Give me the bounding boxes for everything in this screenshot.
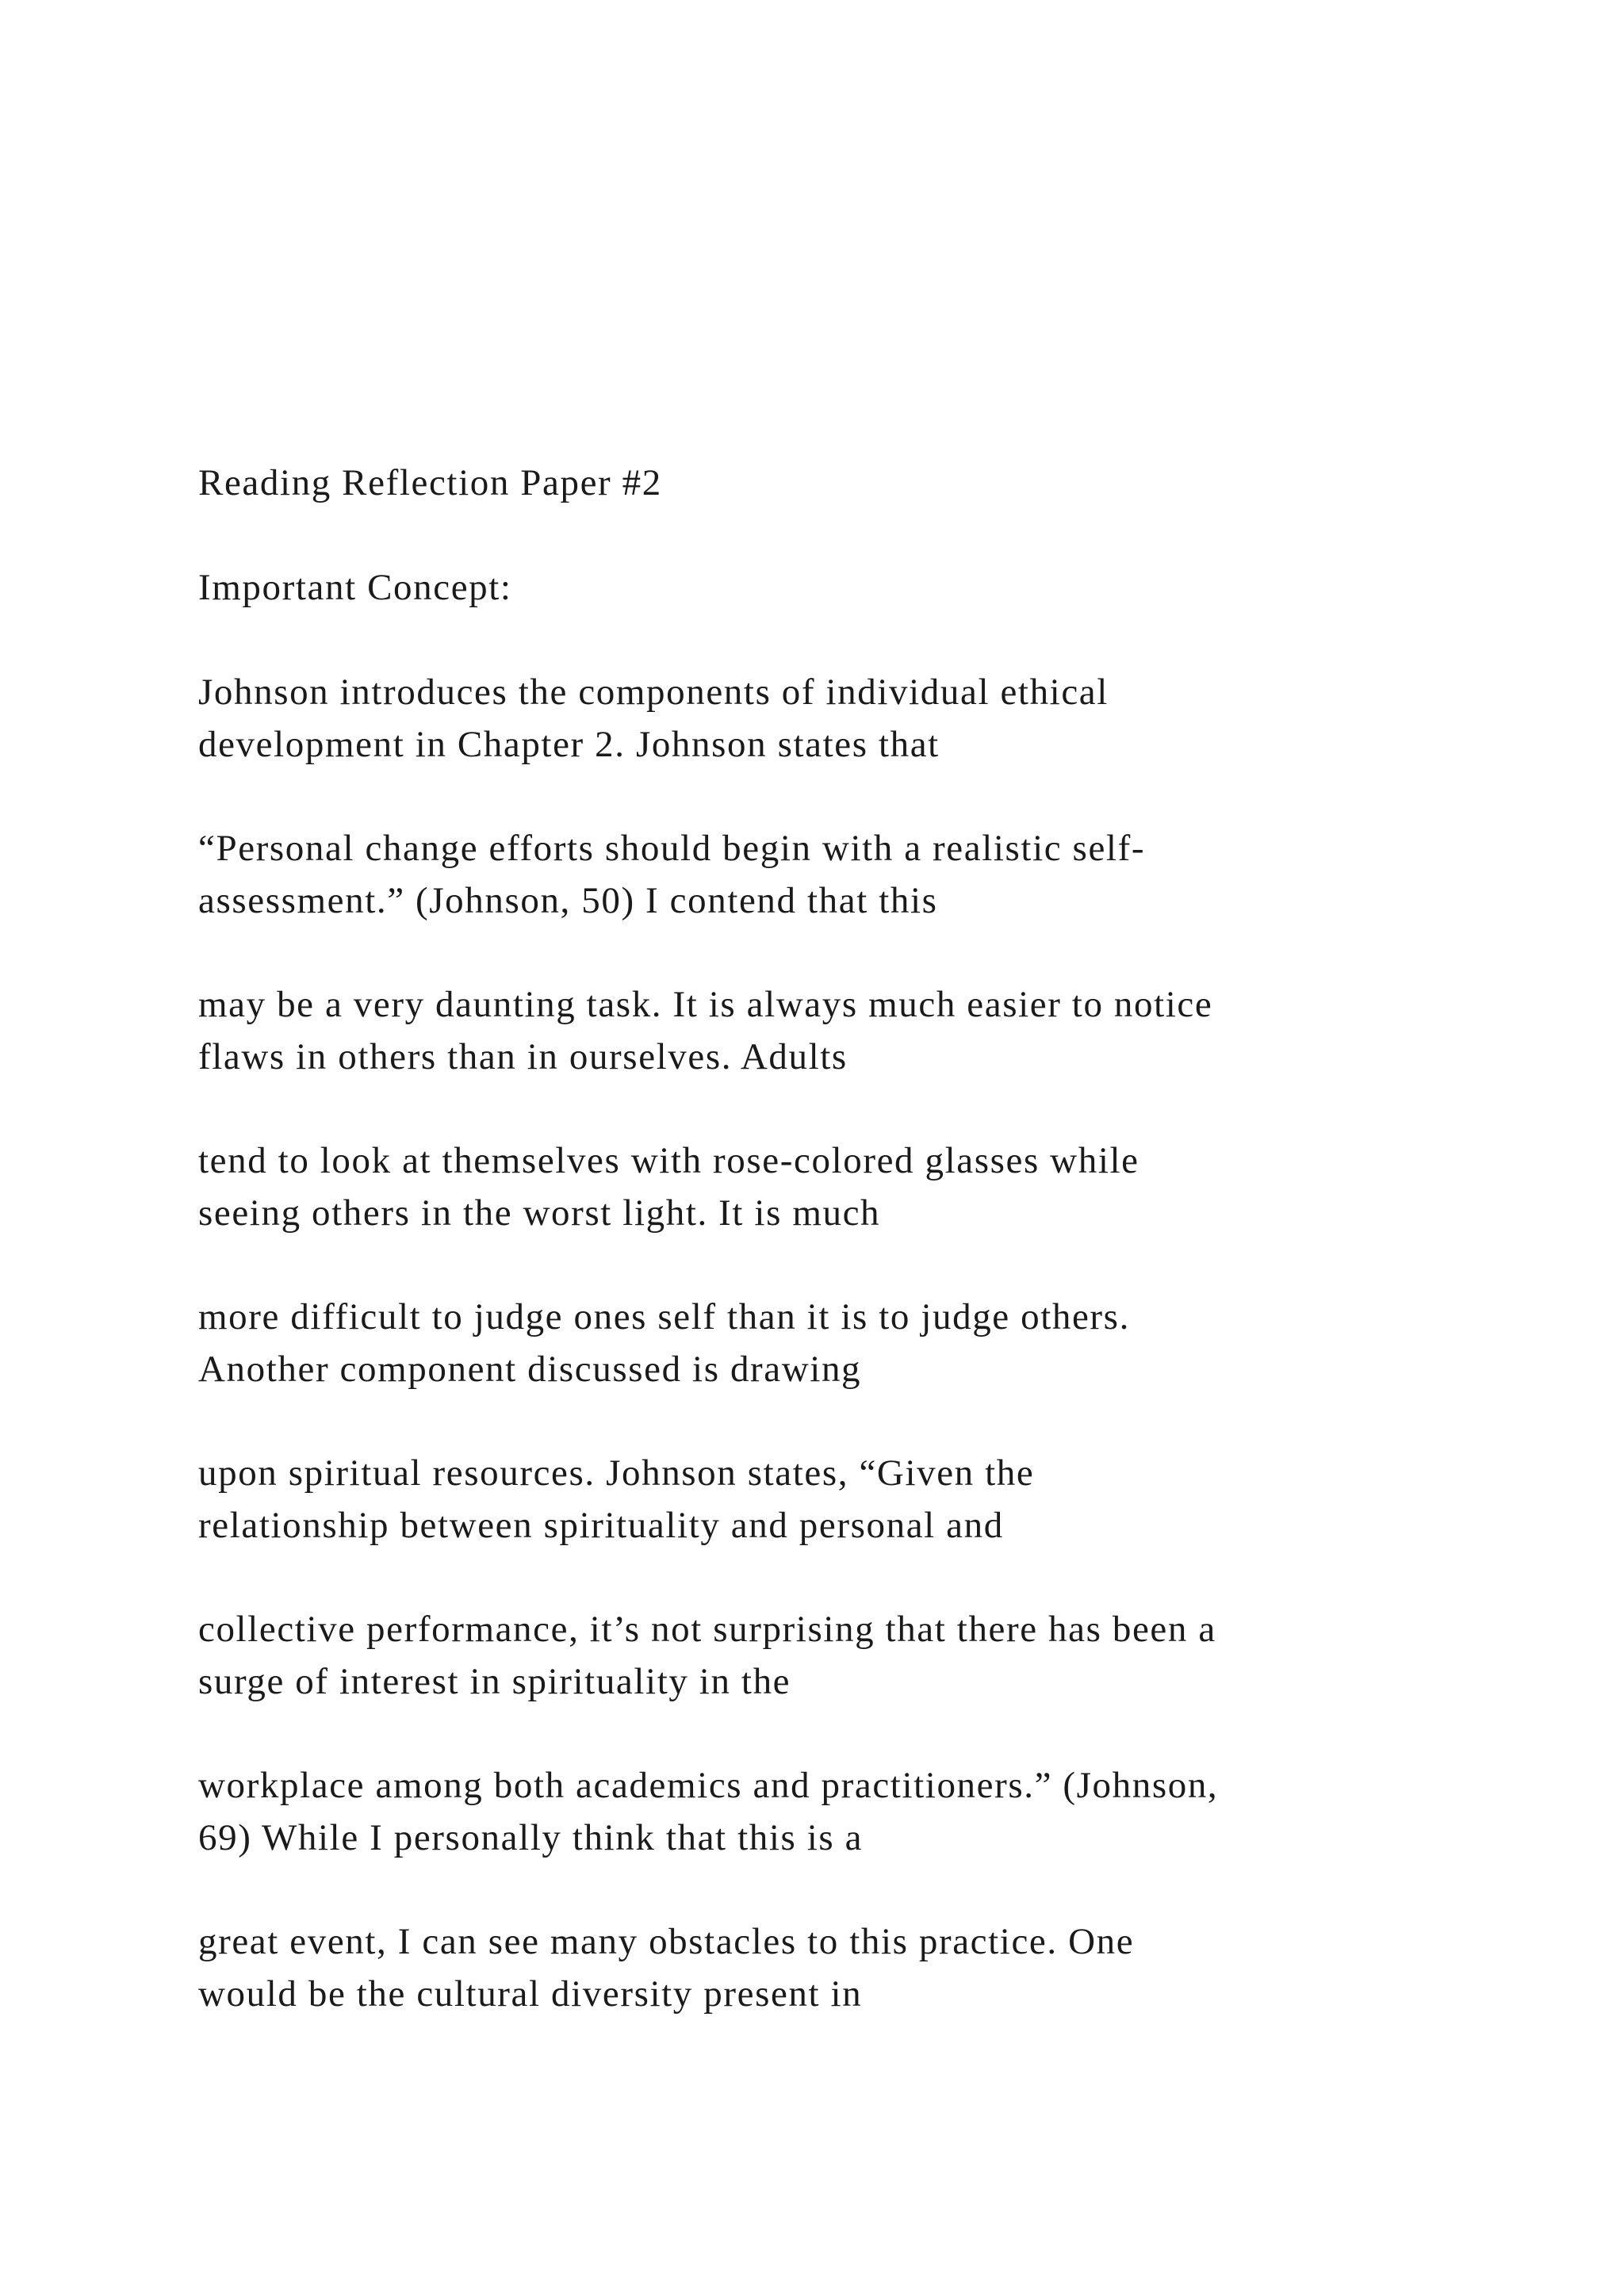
paragraph-line: relationship between spirituality and personal and [198,1505,1004,1546]
paragraph-line: Another component discussed is drawing [198,1349,862,1390]
paragraph-5 [198,1291,1467,1395]
paragraph-line: development in Chapter 2. Johnson states that [198,724,940,765]
paragraph-line: surge of interest in spirituality in the [198,1661,791,1702]
paragraph-4 [198,1135,1467,1239]
paragraph-line: collective performance, it’s not surprising that there has been a [198,1609,1216,1650]
paragraph-line: flaws in others than in ourselves. Adults [198,1036,848,1077]
paragraph-1 [198,666,1467,771]
paragraph-line: may be a very daunting task. It is always much easier to notice [198,984,1213,1025]
paragraph-3 [198,978,1467,1083]
section-heading [198,561,1467,614]
paragraph-8 [198,1759,1467,1864]
paragraph-line: upon spiritual resources. Johnson states, “Given the [198,1452,1035,1494]
paragraph-line: workplace among both academics and practitioners.” (Johnson, [198,1765,1219,1806]
title-text: Reading Reflection Paper #2 [198,462,662,503]
heading-text: Important Concept: [198,567,512,608]
paragraph-2 [198,822,1467,927]
paragraph-line: seeing others in the worst light. It is much [198,1192,881,1234]
paragraph-6 [198,1447,1467,1552]
paragraph-line: tend to look at themselves with rose-colored glasses while [198,1140,1139,1181]
paragraph-line: “Personal change efforts should begin with a realistic self- [198,828,1146,869]
paragraph-line: assessment.” (Johnson, 50) I contend that this [198,880,938,921]
paragraph-line: great event, I can see many obstacles to this practice. One [198,1921,1135,1962]
document-title [198,457,1467,509]
paragraph-line: more difficult to judge ones self than it is to judge others. [198,1296,1130,1337]
paragraph-line: 69) While I personally think that this is a [198,1817,864,1858]
paragraph-7 [198,1603,1467,1708]
paragraph-9 [198,1915,1467,2020]
paragraph-line: would be the cultural diversity present in [198,1973,863,2015]
paragraph-line: Johnson introduces the components of individual ethical [198,672,1109,713]
